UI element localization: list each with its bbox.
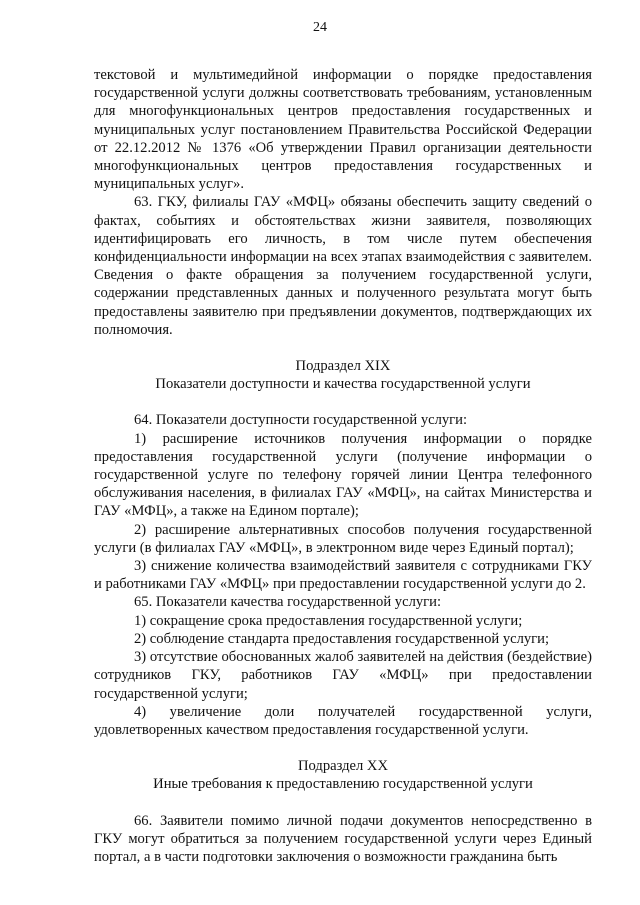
spacer xyxy=(94,739,592,757)
paragraph: 64. Показатели доступности государственной услуги: xyxy=(134,412,468,429)
paragraph: 1) сокращение срока предоставления государственной услуги; xyxy=(134,612,523,629)
document-body xyxy=(94,66,592,866)
spacer xyxy=(94,794,592,812)
spacer xyxy=(94,339,592,357)
section-heading: Показатели доступности и качества государственной услуги xyxy=(155,376,531,393)
section-heading: Подраздел XX xyxy=(297,758,389,775)
paragraph: 3) снижение количества взаимодействий заявителя с сотрудниками ГКУ и работниками ГАУ «МФЦ» при предоставлении государственной услуги до 2. xyxy=(94,558,592,593)
section-heading: Подраздел XIX xyxy=(295,358,391,375)
paragraph: 65. Показатели качества государственной услуги: xyxy=(134,594,442,611)
page-number: 24 xyxy=(313,20,327,35)
paragraph: текстовой и мультимедийной информации о порядке предоставления государственной услуги должны соответствовать требованиям, установленным для многофункциональных центров предоставления государственных и муниципальных услуг постановлением Правительства Российской Федерации от 22.12.2012 № 1376 «Об утверждении Правил организации деятельности многофункциональных центров предоставления государственных и муниципальных услуг». xyxy=(94,67,592,193)
paragraph: 2) соблюдение стандарта предоставления государственной услуги; xyxy=(134,630,550,647)
paragraph: 63. ГКУ, филиалы ГАУ «МФЦ» обязаны обеспечить защиту сведений о фактах, событиях и обстоятельствах жизни заявителя, позволяющих идентифицировать его личность, в том числе путем обеспечения конфиденциальности информации на всех этапах взаимодействия с заявителем. Сведения о факте обращения за получением государственной услуги, содержании представленных данных и полученного результата могут быть предоставлены заявителю при предъявлении документов, подтверждающих их полномочия. xyxy=(94,194,592,338)
paragraph: 2) расширение альтернативных способов получения государственной услуги (в филиалах ГАУ «МФЦ», в электронном виде через Единый портал); xyxy=(94,521,592,556)
paragraph: 3) отсутствие обоснованных жалоб заявителей на действия (бездействие) сотрудников ГКУ, работников ГАУ «МФЦ» при предоставлении государственной услуги; xyxy=(94,649,592,702)
section-heading: Иные требования к предоставлению государственной услуги xyxy=(153,776,533,793)
paragraph: 4) увеличение доли получателей государственной услуги, удовлетворенных качеством предоставления государственной услуги. xyxy=(94,703,592,738)
spacer xyxy=(94,393,592,411)
paragraph: 1) расширение источников получения информации о порядке предоставления государственной услуги (получение информации о государственной услуге по телефону горячей линии Центра телефонного обслуживания населения, в филиалах ГАУ «МФЦ», на сайтах Министерства и ГАУ «МФЦ», а также на Едином портале); xyxy=(94,430,592,520)
paragraph: 66. Заявители помимо личной подачи документов непосредственно в ГКУ могут обратиться за получением государственной услуги через Единый портал, а в части подготовки заключения о возможности гражданина быть xyxy=(94,812,592,865)
